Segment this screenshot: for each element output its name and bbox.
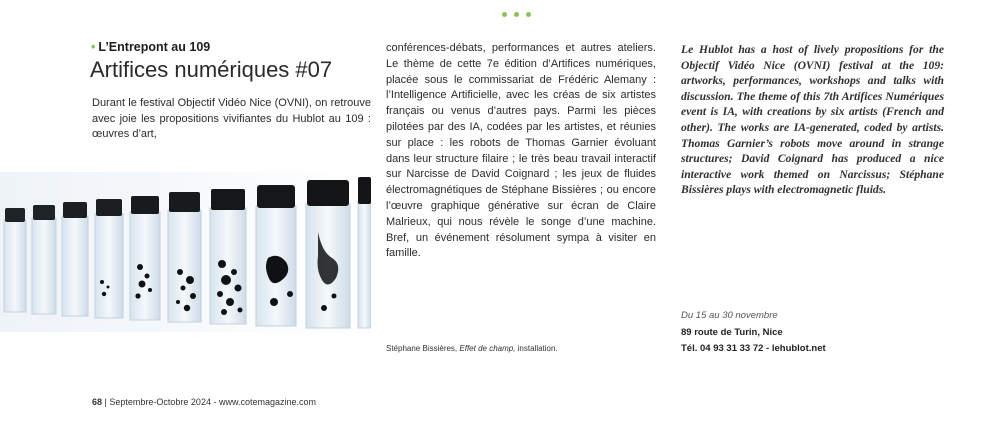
- page-number: 68: [92, 397, 103, 407]
- event-address: 89 route de Turin, Nice: [681, 326, 783, 338]
- article-body: conférences-débats, performances et autres ateliers. Le thème de cette 7e édition d’Artifices numériques, placée sous le commissariat de Frédéric Alemany : l’Intelligence Artificielle, avec les créas de six artistes français ou venus d’autres pays. Parmi les pièces pilotées par des IA, codées par les artistes, et réunies sur place : les robots de Thomas Garnier évoluant dans leur structure filaire ; le très beau travail interactif sur Narcisse de David Coignard ; les jeux de fluides électromagnétiques de Stéphane Bissières ; ou encore l’œuvre graphique générative sur écran de Claire Malrieux, qui nous révèle le songe d’une machine. Bref, un événement résolument sympa à visiter en famille.: [386, 42, 656, 260]
- event-contact: Tél. 04 93 31 33 72 - lehublot.net: [681, 343, 826, 354]
- footer-separator: |: [104, 397, 107, 407]
- section-kicker: • L’Entrepont au 109: [91, 40, 211, 54]
- issue-info: Septembre-Octobre 2024 - www.cotemagazine.com: [109, 397, 316, 407]
- decorative-dots: [502, 12, 531, 17]
- article-title: Artifices numériques #07: [90, 57, 333, 82]
- article-lead: Durant le festival Objectif Vidéo Nice (OVNI), on retrouve avec joie les propositions vivifiantes du Hublot au 109 : œuvres d’art,: [92, 97, 371, 140]
- english-summary: Le Hublot has a host of lively propositions for the Objectif Vidéo Nice (OVNI) festival at the 109: artworks, performances, workshops and talks with discussion. The theme of this 7th Artifices Numériques event is IA, with creations by six artists (French and other). The works are IA-generated, coded by artists. Thomas Garnier’s robots move around in strange structures; David Coignard has produced a nice interactive work themed on Narcissus; Stéphane Bissières plays with electromagnetic fluids.: [681, 43, 944, 197]
- page-footer: [92, 397, 316, 407]
- article-photo: [0, 172, 371, 332]
- event-info: [681, 308, 826, 358]
- photo-caption: Stéphane Bissières, Effet de champ, installation.: [386, 344, 558, 353]
- event-dates: Du 15 au 30 novembre: [681, 310, 778, 321]
